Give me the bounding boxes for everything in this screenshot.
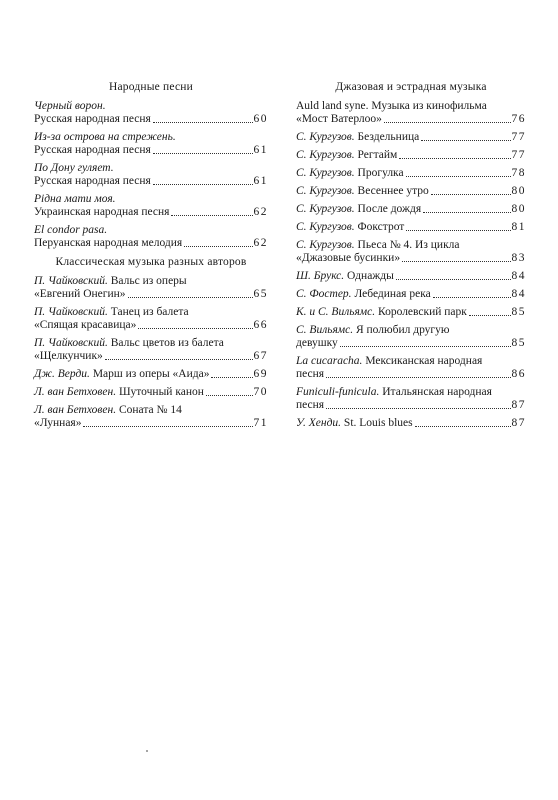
entry-title [34, 337, 224, 350]
dot-leader [83, 426, 252, 427]
jazz-music-list [296, 100, 526, 430]
entry-line [296, 270, 526, 283]
work-title: Регтайм [357, 149, 398, 161]
toc-entry [296, 288, 526, 301]
page-number: 78 [511, 167, 526, 179]
song-title: Из-за острова на стрежень. [34, 131, 176, 143]
toc-entry [296, 149, 526, 162]
dot-leader [211, 377, 252, 378]
page-number: 77 [511, 131, 526, 143]
page-number: 61 [253, 144, 268, 156]
entry-title [296, 306, 467, 319]
composer-name: La cucaracha. [296, 355, 363, 367]
dot-leader [406, 230, 510, 231]
work-title: Танец из балета [110, 306, 189, 318]
work-title: Итальянская народная [382, 386, 492, 398]
dot-leader [399, 158, 510, 159]
toc-entry [296, 270, 526, 283]
work-title: Вальс цветов из балета [110, 337, 224, 349]
dot-leader [396, 279, 511, 280]
entry-title [34, 306, 189, 319]
page-number: 85 [511, 306, 526, 318]
toc-entry [296, 185, 526, 198]
toc-entry [296, 239, 526, 265]
toc-entry [34, 386, 268, 399]
section-heading-jazz: Джазовая и эстрадная музыка [335, 81, 487, 93]
entry-line [34, 193, 268, 206]
right-column [296, 80, 526, 435]
entry-line [34, 131, 268, 144]
composer-name: Л. ван Бетховен. [34, 404, 117, 416]
page-number: 84 [511, 270, 526, 282]
entry-line [296, 386, 526, 399]
page-number: 67 [253, 350, 268, 362]
entry-line [34, 386, 268, 399]
composer-name: Л. ван Бетховен. [34, 386, 117, 398]
composer-name: С. Кургузов. [296, 185, 355, 197]
entry-line [34, 100, 268, 113]
left-column [34, 80, 268, 435]
entry-title [296, 221, 404, 234]
work-title: Мексиканская народная [365, 355, 483, 367]
dot-leader [406, 176, 511, 177]
page-number: 86 [511, 368, 526, 380]
dot-leader [184, 246, 252, 247]
entry-line [296, 324, 526, 337]
work-title: Королевский парк [378, 306, 467, 318]
entry-line [34, 275, 268, 288]
work-title: Auld land syne. Музыка из кинофильма [296, 100, 487, 112]
entry-line [296, 288, 526, 301]
work-title: St. Louis blues [343, 417, 413, 429]
dot-leader [384, 122, 511, 123]
dot-leader [415, 426, 511, 427]
toc-entry [296, 221, 526, 234]
page-number: 87 [511, 399, 526, 411]
entry-title [296, 239, 460, 252]
work-title: Я полюбил другую [355, 324, 450, 336]
composer-name: Дж. Верди. [34, 368, 90, 380]
work-title-continued: «Джазовые бусинки» [296, 252, 401, 264]
entry-title [296, 417, 413, 430]
work-title-continued: «Спящая красавица» [34, 319, 137, 331]
entry-title [296, 100, 487, 113]
toc-entry [34, 275, 268, 301]
entry-title [296, 131, 419, 144]
entry-line [296, 399, 526, 412]
toc-entry [34, 306, 268, 332]
entry-line [34, 237, 268, 250]
work-title: Шуточный канон [118, 386, 204, 398]
work-title: Весеннее утро [357, 185, 429, 197]
entry-line [34, 224, 268, 237]
toc-entry [34, 193, 268, 219]
entry-line [34, 417, 268, 430]
page-number: 62 [253, 237, 268, 249]
entry-line [296, 417, 526, 430]
dot-leader [421, 140, 510, 141]
page-number: 83 [511, 252, 526, 264]
entry-line [296, 355, 526, 368]
composer-name: П. Чайковский. [34, 275, 108, 287]
work-title-continued: девушку [296, 337, 338, 349]
entry-title [34, 368, 209, 381]
page-number: 80 [511, 203, 526, 215]
entry-title [296, 288, 431, 301]
entry-line [296, 337, 526, 350]
entry-line [296, 306, 526, 319]
toc-entry [296, 386, 526, 412]
page-number: 85 [511, 337, 526, 349]
composer-name: К. и С. Вильямс. [296, 306, 376, 318]
song-description: Русская народная песня [34, 175, 151, 187]
song-description: Русская народная песня [34, 144, 151, 156]
classical-music-list [34, 275, 268, 430]
entry-line [34, 404, 268, 417]
dot-leader [171, 215, 252, 216]
entry-line [34, 206, 268, 219]
composer-name: С. Кургузов. [296, 149, 355, 161]
entry-line [296, 203, 526, 216]
page-number: 87 [511, 417, 526, 429]
entry-line [296, 131, 526, 144]
toc-entry [296, 131, 526, 144]
song-title: По Дону гуляет. [34, 162, 114, 174]
work-title: Фокстрот [357, 221, 405, 233]
work-title-continued: песня [296, 368, 325, 380]
composer-name: Ш. Брукс. [296, 270, 345, 282]
entry-line [34, 337, 268, 350]
song-description: Русская народная песня [34, 113, 151, 125]
entry-title [296, 167, 404, 180]
entry-title [34, 386, 204, 399]
work-title-continued: песня [296, 399, 325, 411]
dot-leader [433, 297, 511, 298]
work-title: Бездельница [357, 131, 420, 143]
dot-leader [469, 315, 511, 316]
song-description: Перуанская народная мелодия [34, 237, 183, 249]
work-title-continued: «Щелкунчик» [34, 350, 103, 362]
entry-line [296, 221, 526, 234]
entry-title [296, 270, 394, 283]
toc-entry [34, 404, 268, 430]
entry-line [296, 185, 526, 198]
work-title-continued: «Евгений Онегин» [34, 288, 126, 300]
composer-name: С. Кургузов. [296, 239, 355, 251]
entry-title [296, 386, 492, 399]
folk-song-list [34, 100, 268, 250]
page-number: 76 [511, 113, 526, 125]
dot-leader [138, 328, 252, 329]
entry-line [34, 113, 268, 126]
toc-entry [34, 131, 268, 157]
entry-title [34, 404, 182, 417]
toc-entry [34, 368, 268, 381]
composer-name: Funiculi-funicula. [296, 386, 380, 398]
work-title: Пьеса № 4. Из цикла [357, 239, 460, 251]
entry-line [34, 175, 268, 188]
entry-title [296, 185, 429, 198]
toc-entry [34, 162, 268, 188]
work-title: Соната № 14 [118, 404, 182, 416]
page-number: 66 [253, 319, 268, 331]
work-title: Лебединая река [354, 288, 431, 300]
entry-line [296, 252, 526, 265]
work-title: Прогулка [357, 167, 404, 179]
entry-line [296, 167, 526, 180]
toc-entry [296, 306, 526, 319]
composer-name: С. Вильямс. [296, 324, 354, 336]
dot-leader [340, 346, 511, 347]
toc-entry [34, 224, 268, 250]
toc-entry [296, 324, 526, 350]
page-number: 61 [253, 175, 268, 187]
work-title: Однажды [347, 270, 394, 282]
dot-leader [326, 408, 510, 409]
toc-entry [296, 167, 526, 180]
page-number: 62 [253, 206, 268, 218]
toc-entry [296, 203, 526, 216]
work-title-continued: «Мост Ватерлоо» [296, 113, 382, 125]
dot-leader [153, 153, 253, 154]
page-number: 81 [511, 221, 526, 233]
composer-name: П. Чайковский. [34, 306, 108, 318]
work-title: Марш из оперы «Аида» [92, 368, 210, 380]
toc-entry [34, 337, 268, 363]
composer-name: С. Кургузов. [296, 221, 355, 233]
page-number: 69 [253, 368, 268, 380]
entry-line [34, 288, 268, 301]
entry-line [34, 144, 268, 157]
song-title: Рідна мати моя. [34, 193, 116, 205]
composer-name: У. Хенди. [296, 417, 342, 429]
dot-leader [431, 194, 511, 195]
toc-entry [296, 100, 526, 126]
work-title: Вальс из оперы [110, 275, 187, 287]
page-number: 60 [253, 113, 268, 125]
page-number: 65 [253, 288, 268, 300]
dot-leader [128, 297, 253, 298]
toc-entry [296, 355, 526, 381]
entry-line [34, 162, 268, 175]
entry-line [34, 368, 268, 381]
dot-leader [423, 212, 510, 213]
entry-title [296, 149, 397, 162]
entry-title [296, 355, 482, 368]
page-number: 71 [253, 417, 268, 429]
dot-leader [153, 184, 253, 185]
toc-entry [296, 417, 526, 430]
dot-leader [153, 122, 253, 123]
entry-title [34, 275, 187, 288]
entry-line [296, 100, 526, 113]
composer-name: С. Кургузов. [296, 131, 355, 143]
song-title: El condor pasa. [34, 224, 108, 236]
entry-line [296, 113, 526, 126]
entry-line [34, 319, 268, 332]
page-number: 77 [511, 149, 526, 161]
dot-leader [402, 261, 510, 262]
entry-line [34, 350, 268, 363]
toc-entry [34, 100, 268, 126]
section-heading-classical: Классическая музыка разных авторов [55, 256, 247, 268]
work-title: После дождя [357, 203, 422, 215]
page-speck [146, 750, 148, 752]
composer-name: С. Кургузов. [296, 167, 355, 179]
song-title: Черный ворон. [34, 100, 106, 112]
page-number: 80 [511, 185, 526, 197]
entry-line [34, 306, 268, 319]
composer-name: С. Фостер. [296, 288, 352, 300]
composer-name: П. Чайковский. [34, 337, 108, 349]
work-title-continued: «Лунная» [34, 417, 82, 429]
entry-title [296, 203, 421, 216]
dot-leader [206, 395, 253, 396]
dot-leader [105, 359, 253, 360]
entry-line [296, 149, 526, 162]
entry-line [296, 239, 526, 252]
entry-line [296, 368, 526, 381]
page-number: 84 [511, 288, 526, 300]
entry-title [296, 324, 450, 337]
song-description: Украинская народная песня [34, 206, 170, 218]
dot-leader [326, 377, 510, 378]
composer-name: С. Кургузов. [296, 203, 355, 215]
page-number: 70 [253, 386, 268, 398]
section-heading-folk: Народные песни [108, 81, 194, 93]
